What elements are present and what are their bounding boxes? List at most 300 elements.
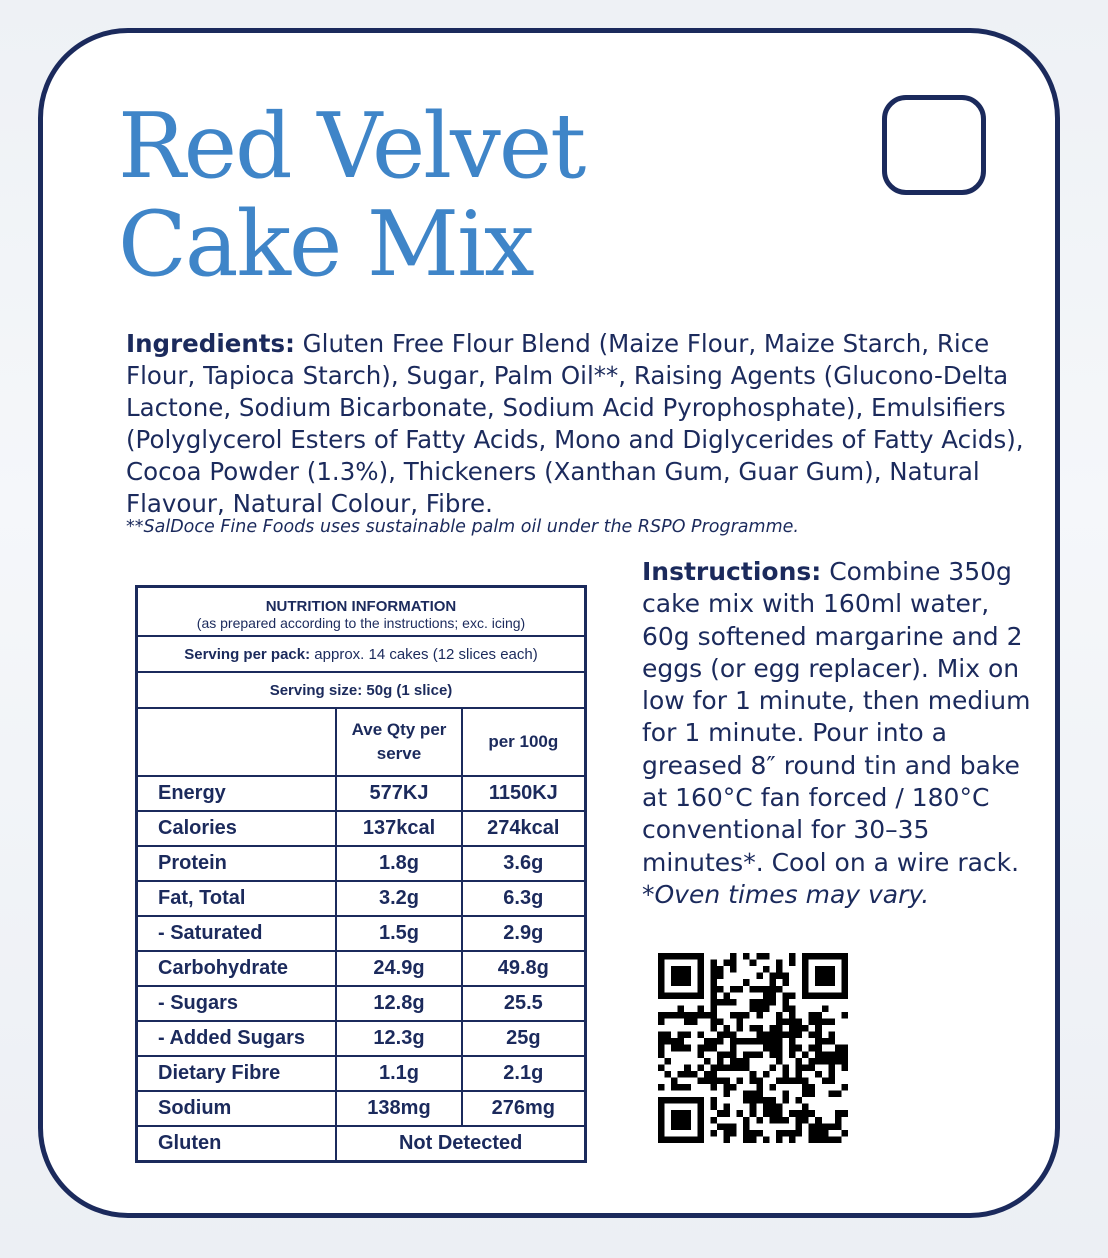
qr-module [802, 1104, 809, 1111]
qr-module [697, 1064, 704, 1071]
qr-module [697, 1136, 704, 1143]
qr-module [658, 1123, 665, 1130]
qr-module [691, 1012, 698, 1019]
qr-module [809, 953, 816, 960]
qr-module [815, 1136, 822, 1143]
qr-module [841, 966, 848, 973]
qr-module [750, 1130, 757, 1137]
qr-module [841, 960, 848, 967]
qr-module [697, 1051, 704, 1058]
qr-module [678, 1071, 685, 1078]
nutrient-label: - Sugars [137, 986, 337, 1021]
qr-module [828, 1019, 835, 1026]
qr-module [658, 1032, 665, 1039]
qr-module [697, 966, 704, 973]
qr-module [658, 1051, 665, 1058]
qr-module [710, 1019, 717, 1026]
qr-module [822, 966, 829, 973]
qr-module [697, 979, 704, 986]
qr-module [678, 1084, 685, 1091]
ingredients-text: Gluten Free Flour Blend (Maize Flour, Maize Starch, Rice Flour, Tapioca Starch), Sugar, Palm Oil**, Raising Agents (Glucono-Delta Lactone, Sodium Bicarbonate, Sodium Acid Pyrophosphate), Emulsifiers (Polyglycerol Esters of Fatty Acids, Mono and Diglycerides of Fatty Acids), Cocoa Powder (1.3%), Thickeners (Xanthan Gum, Guar Gum), Natural Flavour, Natural Colour, Fibre. [126, 329, 1024, 518]
qr-module [678, 1032, 685, 1039]
qr-module [658, 1097, 665, 1104]
qr-module [802, 1117, 809, 1124]
qr-module [841, 992, 848, 999]
qr-module [841, 1051, 848, 1058]
qr-module [841, 1064, 848, 1071]
qr-module [737, 986, 744, 993]
qr-module [809, 1012, 816, 1019]
qr-module [671, 1077, 678, 1084]
qr-module [841, 986, 848, 993]
qr-module [730, 1012, 737, 1019]
value-per-serve: 12.8g [336, 986, 461, 1021]
qr-module [724, 999, 731, 1006]
qr-module [750, 1071, 757, 1078]
qr-module [665, 1038, 672, 1045]
qr-module [750, 1091, 757, 1098]
qr-module [717, 966, 724, 973]
qr-module [815, 966, 822, 973]
qr-module [796, 1071, 803, 1078]
qr-module [697, 1123, 704, 1130]
qr-module [756, 1025, 763, 1032]
qr-module [743, 979, 750, 986]
qr-module [789, 960, 796, 967]
qr-module [756, 1091, 763, 1098]
value-per-100g: 25g [462, 1021, 586, 1056]
qr-module [776, 1117, 783, 1124]
qr-module [730, 1084, 737, 1091]
qr-module [678, 1005, 685, 1012]
qr-module [665, 1058, 672, 1065]
column-header-serve: Ave Qty per serve [336, 708, 461, 776]
qr-module [658, 1136, 665, 1143]
qr-module [789, 1025, 796, 1032]
qr-module [782, 1019, 789, 1026]
qr-module [815, 953, 822, 960]
qr-module [782, 1005, 789, 1012]
qr-module [769, 1045, 776, 1052]
qr-module [743, 1058, 750, 1065]
qr-module [743, 1123, 750, 1130]
qr-module [802, 953, 809, 960]
nutrition-title: NUTRITION INFORMATION [265, 598, 457, 615]
instructions-text: Combine 350g cake mix with 160ml water, 60g softened margarine and 2 eggs (or egg replacer). Mix on low for 1 minute, then medium for 1 minute. Pour into a greased 8″ round tin and bake at 160°C fan forced / 180°C conventional for 30–35 minutes*. Cool on a wire rack. [642, 557, 1031, 877]
qr-module [769, 973, 776, 980]
column-header-blank [137, 708, 337, 776]
qr-module [710, 986, 717, 993]
qr-module [678, 1045, 685, 1052]
qr-module [691, 953, 698, 960]
qr-module [658, 1019, 665, 1026]
qr-module [776, 986, 783, 993]
value-per-serve: 137kcal [336, 811, 461, 846]
serving-size: Serving size: 50g (1 slice) [137, 672, 586, 708]
qr-code[interactable] [658, 953, 848, 1143]
qr-module [658, 1104, 665, 1111]
qr-module [828, 979, 835, 986]
qr-module [684, 1019, 691, 1026]
qr-module [763, 1071, 770, 1078]
qr-module [750, 1077, 757, 1084]
qr-module [776, 1019, 783, 1026]
qr-module [710, 1025, 717, 1032]
qr-module [789, 1019, 796, 1026]
nutrition-row [137, 1056, 586, 1091]
qr-module [697, 1110, 704, 1117]
nutrient-label: Calories [137, 811, 337, 846]
qr-module [815, 979, 822, 986]
qr-module [756, 1130, 763, 1137]
qr-module [750, 960, 757, 967]
qr-module [724, 960, 731, 967]
qr-module [815, 1051, 822, 1058]
qr-module [717, 986, 724, 993]
qr-module [710, 1012, 717, 1019]
qr-module [697, 960, 704, 967]
qr-module [710, 966, 717, 973]
qr-module [796, 1019, 803, 1026]
qr-module [835, 1117, 842, 1124]
qr-module [796, 1130, 803, 1137]
qr-module [684, 953, 691, 960]
qr-module [822, 992, 829, 999]
qr-module [724, 1110, 731, 1117]
qr-module [710, 1084, 717, 1091]
value-per-100g: 276mg [462, 1091, 586, 1126]
qr-module [697, 1032, 704, 1039]
qr-module [763, 1097, 770, 1104]
qr-module [756, 986, 763, 993]
qr-module [763, 999, 770, 1006]
qr-module [717, 1123, 724, 1130]
qr-module [756, 1032, 763, 1039]
nutrition-row [137, 986, 586, 1021]
qr-module [802, 1025, 809, 1032]
qr-module [796, 1123, 803, 1130]
qr-module [789, 1110, 796, 1117]
qr-module [809, 1084, 816, 1091]
qr-module [828, 1038, 835, 1045]
ingredients-label: Ingredients: [126, 329, 295, 358]
qr-module [704, 1012, 711, 1019]
qr-module [769, 1064, 776, 1071]
qr-module [750, 1051, 757, 1058]
qr-module [828, 1136, 835, 1143]
qr-module [802, 1084, 809, 1091]
qr-module [684, 1064, 691, 1071]
qr-module [796, 1025, 803, 1032]
qr-module [835, 1058, 842, 1065]
qr-module [802, 966, 809, 973]
qr-module [776, 1045, 783, 1052]
qr-module [743, 1136, 750, 1143]
qr-module [776, 1136, 783, 1143]
qr-module [710, 979, 717, 986]
qr-module [756, 1012, 763, 1019]
qr-module [658, 953, 665, 960]
qr-module [710, 1097, 717, 1104]
qr-module [697, 1005, 704, 1012]
qr-module [841, 1058, 848, 1065]
qr-module [750, 1136, 757, 1143]
qr-module [769, 1097, 776, 1104]
qr-module [684, 1032, 691, 1039]
qr-module [671, 1123, 678, 1130]
value-per-100g: 2.9g [462, 916, 586, 951]
qr-module [789, 1038, 796, 1045]
qr-module [756, 1038, 763, 1045]
qr-module [710, 1064, 717, 1071]
value-per-100g: 25.5 [462, 986, 586, 1021]
qr-module [828, 1091, 835, 1098]
qr-module [789, 1012, 796, 1019]
qr-module [750, 1005, 757, 1012]
qr-module [789, 1136, 796, 1143]
qr-module [724, 1123, 731, 1130]
qr-module [782, 1064, 789, 1071]
nutrient-label: - Saturated [137, 916, 337, 951]
qr-module [717, 1064, 724, 1071]
qr-module [815, 1038, 822, 1045]
qr-module [671, 1045, 678, 1052]
qr-module [697, 1045, 704, 1052]
qr-module [658, 1130, 665, 1137]
qr-module [789, 1077, 796, 1084]
qr-module [724, 1130, 731, 1137]
qr-module [710, 1104, 717, 1111]
qr-module [743, 1064, 750, 1071]
qr-module [776, 1058, 783, 1065]
value-per-100g: 2.1g [462, 1056, 586, 1091]
qr-module [658, 1038, 665, 1045]
qr-module [704, 1058, 711, 1065]
qr-module [691, 1019, 698, 1026]
qr-module [684, 973, 691, 980]
qr-module [841, 1130, 848, 1137]
qr-module [710, 960, 717, 967]
qr-module [658, 992, 665, 999]
qr-module [691, 1097, 698, 1104]
qr-module [724, 1136, 731, 1143]
qr-module [756, 1084, 763, 1091]
qr-module [822, 1005, 829, 1012]
qr-module [782, 1071, 789, 1078]
qr-module [822, 973, 829, 980]
qr-module [841, 1012, 848, 1019]
qr-module [835, 1091, 842, 1098]
qr-module [782, 1032, 789, 1039]
qr-module [789, 992, 796, 999]
qr-module [756, 1117, 763, 1124]
nutrient-label: Protein [137, 846, 337, 881]
qr-module [658, 1110, 665, 1117]
qr-module [717, 1032, 724, 1039]
qr-module [796, 1097, 803, 1104]
qr-module [776, 1025, 783, 1032]
qr-module [697, 1130, 704, 1137]
qr-module [717, 999, 724, 1006]
qr-module [815, 1058, 822, 1065]
qr-module [796, 1032, 803, 1039]
qr-module [769, 1110, 776, 1117]
qr-module [822, 1051, 829, 1058]
value-per-serve: 3.2g [336, 881, 461, 916]
qr-module [743, 1051, 750, 1058]
qr-module [815, 973, 822, 980]
qr-module [841, 1084, 848, 1091]
qr-module [730, 960, 737, 967]
qr-module [822, 1136, 829, 1143]
qr-module [717, 1051, 724, 1058]
qr-module [671, 1012, 678, 1019]
qr-module [782, 1077, 789, 1084]
qr-module [671, 1038, 678, 1045]
qr-module [756, 1051, 763, 1058]
title-line-1: Red Velvet [118, 94, 585, 199]
qr-module [763, 966, 770, 973]
qr-module [750, 1104, 757, 1111]
qr-module [684, 1045, 691, 1052]
qr-module [782, 973, 789, 980]
qr-module [743, 1012, 750, 1019]
qr-module [750, 1025, 757, 1032]
qr-module [828, 966, 835, 973]
qr-module [697, 1012, 704, 1019]
qr-module [658, 1012, 665, 1019]
qr-module [769, 979, 776, 986]
qr-module [658, 960, 665, 967]
value-per-serve: 1.5g [336, 916, 461, 951]
qr-module [776, 960, 783, 967]
qr-module [665, 953, 672, 960]
qr-module [691, 1071, 698, 1078]
qr-module [763, 1136, 770, 1143]
qr-module [684, 1071, 691, 1078]
qr-module [750, 1110, 757, 1117]
qr-module [809, 992, 816, 999]
qr-module [710, 1071, 717, 1078]
qr-module [671, 1117, 678, 1124]
qr-module [835, 1110, 842, 1117]
qr-module [750, 1097, 757, 1104]
qr-module [658, 1064, 665, 1071]
qr-module [691, 992, 698, 999]
qr-module [678, 992, 685, 999]
qr-module [678, 1097, 685, 1104]
qr-module [828, 953, 835, 960]
qr-module [724, 1064, 731, 1071]
qr-module [678, 953, 685, 960]
nutrition-rows [137, 776, 586, 1126]
qr-module [671, 973, 678, 980]
qr-module [697, 1104, 704, 1111]
qr-module [665, 1032, 672, 1039]
qr-module [763, 1045, 770, 1052]
qr-module [802, 1110, 809, 1117]
qr-module [724, 1025, 731, 1032]
qr-module [730, 1038, 737, 1045]
qr-module [756, 1077, 763, 1084]
qr-module [730, 999, 737, 1006]
qr-module [769, 1038, 776, 1045]
qr-module [743, 1130, 750, 1137]
qr-module [743, 1091, 750, 1098]
palm-oil-footnote: **SalDoce Fine Foods uses sustainable palm oil under the RSPO Programme. [126, 517, 799, 537]
nutrition-row [137, 916, 586, 951]
qr-module [658, 986, 665, 993]
qr-module [809, 1110, 816, 1117]
qr-module [815, 1045, 822, 1052]
qr-module [704, 1071, 711, 1078]
qr-module [671, 953, 678, 960]
qr-module [841, 1045, 848, 1052]
qr-module [710, 999, 717, 1006]
qr-module [796, 1117, 803, 1124]
qr-module [809, 1136, 816, 1143]
qr-module [743, 1038, 750, 1045]
qr-module [743, 1117, 750, 1124]
qr-module [710, 1038, 717, 1045]
qr-module [678, 973, 685, 980]
nutrient-label: Dietary Fibre [137, 1056, 337, 1091]
qr-module [802, 992, 809, 999]
qr-module [828, 1123, 835, 1130]
nutrient-label: Energy [137, 776, 337, 811]
qr-module [697, 1117, 704, 1124]
qr-module [809, 1123, 816, 1130]
qr-module [835, 1051, 842, 1058]
qr-module [697, 992, 704, 999]
qr-module [809, 1019, 816, 1026]
qr-module [737, 1025, 744, 1032]
qr-module [704, 1045, 711, 1052]
ingredients-block [126, 328, 1026, 520]
qr-module [796, 1064, 803, 1071]
qr-module [769, 992, 776, 999]
qr-module [750, 986, 757, 993]
qr-module [730, 966, 737, 973]
qr-module [822, 953, 829, 960]
qr-module [815, 1025, 822, 1032]
qr-module [822, 1058, 829, 1065]
qr-module [710, 992, 717, 999]
qr-module [815, 1117, 822, 1124]
qr-module [809, 1045, 816, 1052]
qr-module [809, 1064, 816, 1071]
qr-module [769, 1104, 776, 1111]
qr-module [822, 1123, 829, 1130]
qr-module [724, 1091, 731, 1098]
qr-module [678, 1110, 685, 1117]
qr-module [841, 953, 848, 960]
qr-module [737, 1019, 744, 1026]
qr-module [822, 1019, 829, 1026]
gluten-value: Not Detected [336, 1126, 585, 1162]
serving-per-pack [137, 636, 586, 672]
qr-module [776, 1051, 783, 1058]
qr-module [710, 1005, 717, 1012]
qr-module [756, 999, 763, 1006]
qr-module [665, 1071, 672, 1078]
qr-module [782, 979, 789, 986]
qr-module [665, 1136, 672, 1143]
qr-module [743, 1097, 750, 1104]
qr-module [724, 992, 731, 999]
qr-module [724, 1032, 731, 1039]
qr-module [763, 953, 770, 960]
